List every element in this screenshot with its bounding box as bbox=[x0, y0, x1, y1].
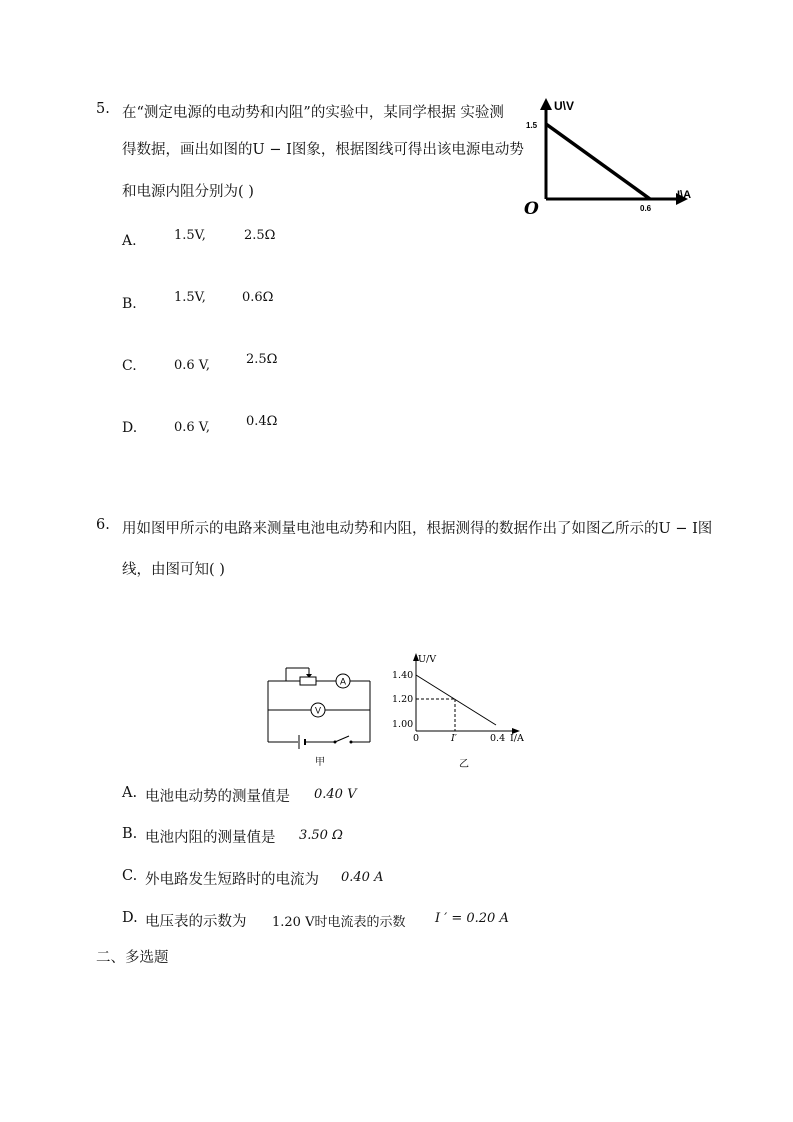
q5-option-a-v2: 2.5Ω bbox=[244, 228, 276, 243]
q5-option-a-v1: 1.5V, bbox=[174, 228, 206, 243]
q5-option-d-v2: 0.4Ω bbox=[246, 414, 278, 429]
q5-option-a-letter: A. bbox=[122, 233, 137, 249]
ammeter-label: A bbox=[339, 676, 347, 687]
q6-option-c-text: 外电路发生短路时的电流为 bbox=[145, 872, 319, 888]
switch-contact bbox=[350, 741, 353, 744]
switch bbox=[335, 736, 349, 742]
q6-ui-line bbox=[416, 675, 496, 725]
q6-option-c-letter: C. bbox=[122, 868, 138, 884]
q5-option-d-letter: D. bbox=[122, 420, 138, 436]
q5-origin: O bbox=[524, 199, 539, 219]
q5-stem-line1: 在“测定电源的电动势和内阻”的实验中，某同学根据 实验测 bbox=[122, 105, 504, 121]
q6-y-tick-1: 1.40 bbox=[392, 670, 414, 681]
graph-caption: 乙 bbox=[459, 759, 469, 770]
q6-option-a-letter: A. bbox=[122, 785, 138, 801]
q6-ui-graph bbox=[386, 647, 536, 772]
q6-y-tick-2: 1.20 bbox=[392, 694, 414, 705]
q5-option-c-v2: 2.5Ω bbox=[246, 352, 278, 367]
q6-option-d-value2: I ′ = 0.20 A bbox=[435, 911, 509, 926]
circuit-caption: 甲 bbox=[315, 757, 325, 768]
q5-ui-graph bbox=[518, 96, 703, 221]
q5-x-label: I\A bbox=[677, 189, 692, 201]
q6-option-d-text: 电压表的示数为 bbox=[145, 914, 247, 930]
q5-option-b-v2: 0.6Ω bbox=[242, 290, 274, 305]
q5-option-c-v1: 0.6 V, bbox=[174, 358, 211, 373]
q6-x-label: I/A bbox=[510, 733, 524, 744]
q6-x-tick-0: 0 bbox=[413, 733, 420, 744]
q5-option-b-v1: 1.5V, bbox=[174, 290, 206, 305]
q6-option-a-value: 0.40 V bbox=[314, 787, 357, 802]
q6-y-label: U/V bbox=[418, 654, 437, 665]
q6-y-tick-3: 1.00 bbox=[392, 719, 414, 730]
q5-option-c-letter: C. bbox=[122, 358, 137, 374]
q5-option-b-letter: B. bbox=[122, 296, 137, 312]
q5-x-tick: 0.6 bbox=[640, 204, 652, 213]
q5-ui-line bbox=[546, 124, 650, 199]
q6-stem-line1: 用如图甲所示的电路来测量电池电动势和内阻，根据测得的数据作出了如图乙所示的U − I图 bbox=[122, 521, 713, 537]
q6-option-a-text: 电池电动势的测量值是 bbox=[145, 789, 290, 805]
q6-option-c-value: 0.40 A bbox=[341, 870, 384, 885]
q5-option-d-v1: 0.6 V, bbox=[174, 420, 211, 435]
section-heading-multi-choice: 二、多选题 bbox=[96, 950, 169, 966]
q6-stem-line2: 线，由图可知( ) bbox=[122, 562, 225, 578]
q5-stem-line3: 和电源内阻分别为( ) bbox=[122, 184, 254, 200]
q6-x-tick-iprime: I′ bbox=[451, 733, 457, 744]
q5-y-label: U\V bbox=[554, 99, 575, 113]
rheostat bbox=[300, 677, 316, 685]
voltmeter-label: V bbox=[314, 705, 322, 716]
q6-option-d-value: 1.20 V时电流表的示数 bbox=[272, 915, 406, 930]
q6-option-b-letter: B. bbox=[122, 826, 138, 842]
q6-x-tick-04: 0.4 bbox=[490, 733, 506, 744]
q6-option-d-letter: D. bbox=[122, 910, 138, 926]
y-axis-arrow bbox=[540, 98, 552, 110]
q6-circuit-diagram bbox=[262, 660, 378, 770]
q5-number: 5. bbox=[96, 101, 110, 117]
q6-option-b-text: 电池内阻的测量值是 bbox=[145, 830, 276, 846]
q5-stem-line2: 得数据，画出如图的U − I图象，根据图线可得出该电源电动势 bbox=[122, 142, 524, 158]
q5-y-tick: 1.5 bbox=[526, 121, 538, 130]
q6-number: 6. bbox=[96, 517, 110, 533]
q6-option-b-value: 3.50 Ω bbox=[299, 828, 343, 843]
